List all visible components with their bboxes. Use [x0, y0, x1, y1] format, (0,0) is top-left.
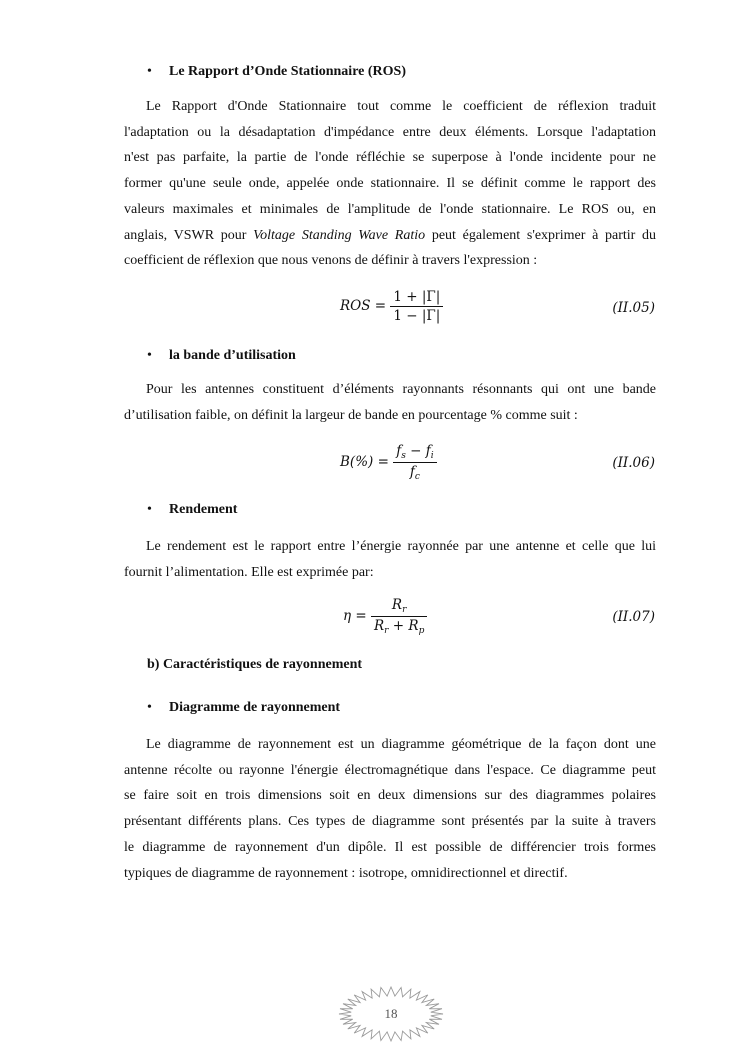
text-line: Le Rapport d'Onde Stationnaire tout comme le coefficient de réflexion traduit — [146, 99, 656, 114]
page-number-badge — [337, 985, 445, 1043]
fraction-denominator — [393, 463, 436, 482]
symbol-r: R — [408, 618, 419, 634]
equation-lhs: ROS = — [340, 298, 387, 314]
fraction-denominator: 1 − |Γ| — [393, 308, 441, 324]
equation-fraction — [371, 597, 427, 636]
paragraph-bande — [124, 377, 656, 428]
text-line: le diagramme de rayonnement d'un dipôle. Il est possible de différencier trois formes — [124, 839, 656, 855]
heading-rendement: Rendement — [169, 502, 238, 517]
text-segment: anglais, VSWR pour — [124, 227, 247, 243]
text-line: d’utilisation faible, on définit la largeur de bande en pourcentage % comme suit : — [124, 407, 578, 423]
italic-term: Voltage Standing Wave Ratio — [253, 227, 426, 243]
bullet-icon: • — [147, 502, 152, 517]
subscript: c — [414, 472, 420, 482]
text-line: se faire soit en trois dimensions soit en deux dimensions sur des diagrammes polaires — [124, 788, 656, 804]
equation-lhs: B(%) = — [340, 454, 389, 470]
text-line-mixed — [124, 223, 656, 249]
bullet-icon: • — [147, 348, 152, 363]
subscript: p — [418, 626, 425, 636]
text-line: former qu'une seule onde, appelée onde stationnaire. Il se définit comme le rapport des — [124, 176, 656, 192]
equation-number: (II.07) — [612, 609, 655, 625]
subscript: i — [430, 451, 434, 461]
text-line: coefficient de réflexion que nous venons de définir à travers l'expression : — [124, 253, 538, 269]
heading-diagramme: Diagramme de rayonnement — [169, 700, 341, 715]
text-segment: peut également s'exprimer à partir du — [431, 227, 657, 243]
symbol-r: R — [374, 618, 385, 634]
equation-number: (II.05) — [612, 300, 655, 316]
heading-bande: la bande d’utilisation — [169, 348, 296, 363]
subscript: r — [402, 605, 407, 615]
equation-number: (II.06) — [612, 455, 655, 471]
equation-fraction — [390, 289, 443, 324]
operator: + — [388, 618, 409, 634]
text-line: fournit l’alimentation. Elle est exprimée par: — [124, 564, 374, 580]
text-line: valeurs maximales et minimales de l'amplitude de l'onde stationnaire. Le ROS ou, en — [124, 201, 656, 217]
paragraph-rendement — [124, 534, 656, 585]
section-heading-rayonnement: b) Caractéristiques de rayonnement — [147, 657, 363, 672]
heading-ros: Le Rapport d’Onde Stationnaire (ROS) — [169, 64, 406, 79]
fraction-numerator: 1 + |Γ| — [390, 289, 443, 307]
page-number: 18 — [384, 1006, 398, 1021]
text-line: antenne récolte ou rayonne l'énergie électromagnétique dans l'espace. Ce diagramme peut — [124, 762, 656, 778]
text-line: présentant différents plans. Ces types de diagramme sont présentés par la suite à travers — [124, 814, 656, 830]
text-line: typiques de diagramme de rayonnement : isotrope, omnidirectionnel et directif. — [124, 865, 568, 881]
bullet-icon: • — [147, 700, 152, 715]
paragraph-diagramme — [124, 732, 656, 886]
fraction-denominator — [371, 617, 427, 636]
equation-bande — [340, 443, 437, 482]
text-line: Pour les antennes constituent d’éléments rayonnants résonnants qui ont une bande — [146, 382, 656, 397]
fraction-numerator — [393, 443, 436, 463]
fraction-numerator — [371, 597, 427, 617]
symbol-f: f — [396, 443, 402, 459]
text-line: Le diagramme de rayonnement est un diagramme géométrique de la façon dont une — [146, 737, 656, 752]
symbol-r: R — [391, 597, 403, 613]
text-line: Le rendement est le rapport entre l’énergie rayonnée par une antenne et celle que lui — [146, 539, 656, 554]
symbol-f: f — [425, 443, 431, 459]
paragraph-ros — [124, 94, 656, 274]
subscript: s — [401, 451, 406, 461]
text-line: l'adaptation ou la désadaptation d'impédance entre deux éléments. Lorsque l'adaptation — [124, 124, 656, 140]
equation-ros — [340, 289, 443, 324]
equation-fraction — [393, 443, 436, 482]
equation-rendement — [343, 597, 427, 636]
bullet-icon: • — [147, 64, 152, 79]
symbol-f: f — [409, 464, 415, 480]
text-line: n'est pas parfaite, la partie de l'onde réfléchie se superpose à l'onde incidente pour ne — [124, 150, 656, 166]
subscript: r — [384, 626, 389, 636]
operator: − — [405, 443, 426, 459]
equation-lhs: η = — [343, 608, 367, 624]
